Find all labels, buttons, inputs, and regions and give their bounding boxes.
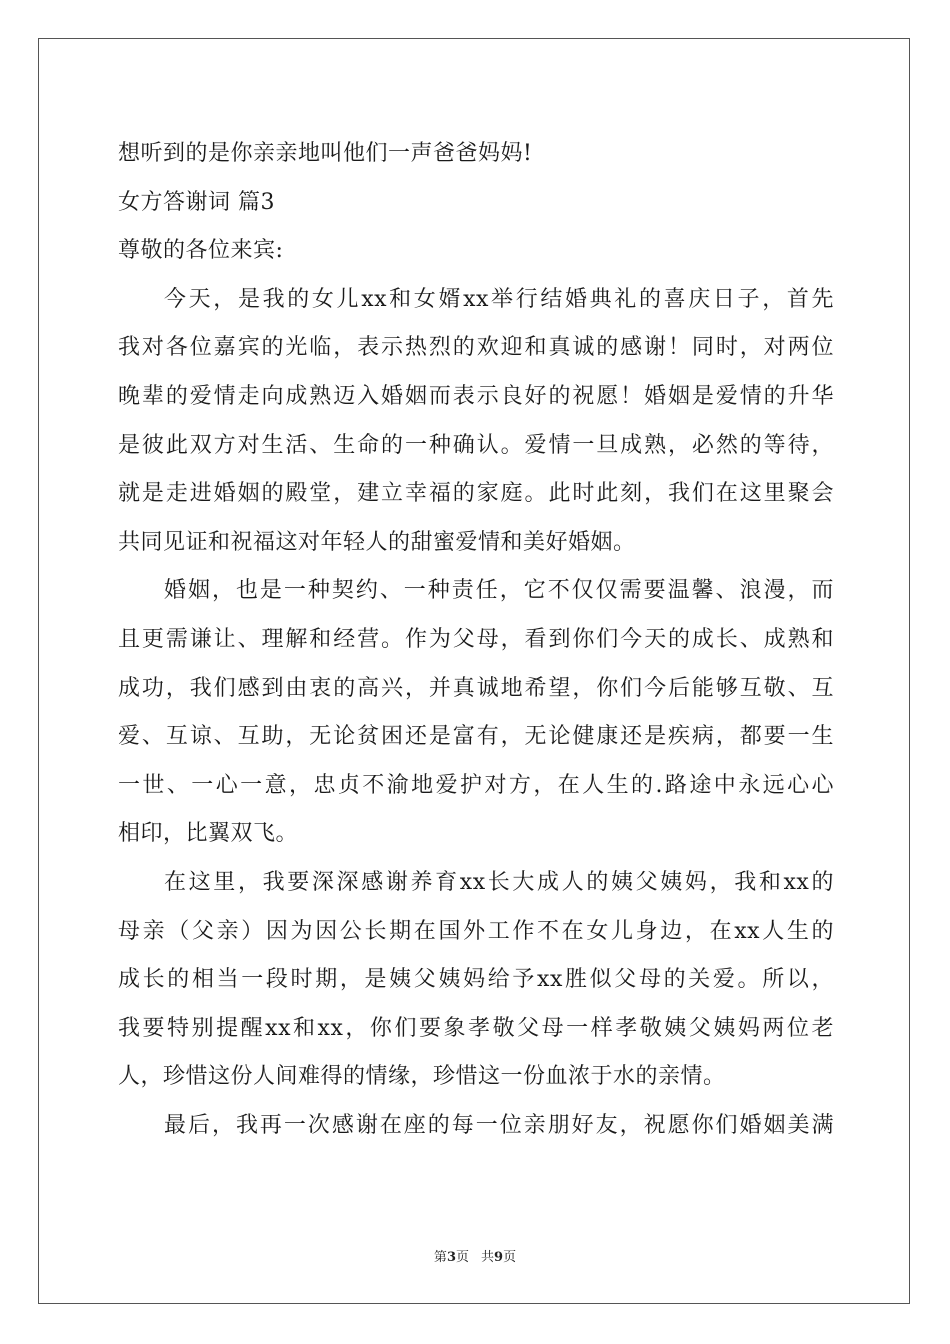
footer-page-number: 3	[446, 1250, 456, 1265]
page-footer	[0, 1246, 950, 1265]
text-line: 今天，是我的女儿xx和女婿xx举行结婚典礼的喜庆日子，首先	[164, 286, 834, 312]
document-body	[118, 130, 834, 1150]
footer-total-prefix: 共	[481, 1250, 495, 1265]
footer-total-pages: 9	[494, 1250, 504, 1265]
footer-page-suffix: 页	[455, 1250, 469, 1265]
text-line: 共同见证和祝福这对年轻人的甜蜜爱情和美好婚姻。	[118, 529, 636, 555]
footer-page-prefix: 第	[433, 1250, 447, 1265]
text-line: 人，珍惜这份人间难得的情缘，珍惜这一份血浓于水的亲情。	[118, 1064, 726, 1090]
footer-total-suffix: 页	[503, 1250, 517, 1265]
text-line: 晚辈的爱情走向成熟迈入婚姻而表示良好的祝愿！婚姻是爱情的升华	[118, 383, 834, 409]
text-line: 就是走进婚姻的殿堂，建立幸福的家庭。此时此刻，我们在这里聚会	[118, 481, 834, 507]
text-line: 是彼此双方对生活、生命的一种确认。爱情一旦成熟，必然的等待，	[118, 432, 834, 458]
text-line: 一世、一心一意，忠贞不渝地爱护对方，在人生的.路途中永远心心	[118, 772, 834, 798]
text-line: 尊敬的各位来宾:	[118, 238, 284, 264]
text-line: 爱、互谅、互助，无论贫困还是富有，无论健康还是疾病，都要一生	[118, 724, 834, 750]
text-line: 想听到的是你亲亲地叫他们一声爸爸妈妈!	[118, 141, 533, 166]
text-line: 在这里，我要深深感谢养育xx长大成人的姨父姨妈，我和xx的	[164, 869, 834, 895]
text-line: 成功，我们感到由衷的高兴，并真诚地希望，你们今后能够互敬、互	[118, 675, 834, 701]
text-line: 婚姻，也是一种契约、一种责任，它不仅仅需要温馨、浪漫，而	[164, 578, 834, 604]
text-line: 最后，我再一次感谢在座的每一位亲朋好友，祝愿你们婚姻美满	[164, 1112, 834, 1138]
text-line: 且更需谦让、理解和经营。作为父母，看到你们今天的成长、成熟和	[118, 626, 834, 652]
text-line: 相印，比翼双飞。	[118, 821, 299, 847]
text-line: 女方答谢词 篇3	[118, 189, 275, 215]
text-line: 成长的相当一段时期，是姨父姨妈给予xx胜似父母的关爱。所以，	[118, 967, 834, 993]
text-line: 我要特别提醒xx和xx，你们要象孝敬父母一样孝敬姨父姨妈两位老	[118, 1015, 834, 1041]
text-line: 母亲（父亲）因为因公长期在国外工作不在女儿身边，在xx人生的	[118, 918, 834, 944]
text-line: 我对各位嘉宾的光临，表示热烈的欢迎和真诚的感谢！同时，对两位	[118, 335, 834, 361]
